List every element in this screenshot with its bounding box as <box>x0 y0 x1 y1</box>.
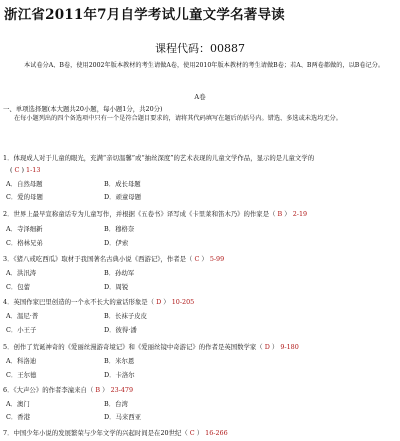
question-4-option-b: B．长袜子皮皮 <box>104 312 148 320</box>
question-1-option-a: A．自然母题 <box>6 180 43 188</box>
question-4-option-a: A．温尼·普 <box>6 312 39 320</box>
question-7-stem: 7．中国少年小说的发展繁荣与少年文学的兴起时间是在20世纪（ C ） 16-266 <box>3 429 228 437</box>
question-6-answer: B <box>95 386 101 394</box>
question-6-option-b: B．台湾 <box>104 400 128 408</box>
question-2-option-a: A．寺泽细新 <box>6 225 43 233</box>
question-6-option-c: C．香港 <box>6 413 31 421</box>
question-6-stem: 6．《大声公》的作者李潼来自（ B ） 23-479 <box>3 386 134 394</box>
question-1-answer-line: ( C ) 1-13 <box>10 166 41 174</box>
question-4-option-d: D．彼得·潘 <box>104 326 137 334</box>
question-5-option-a: A．科洛迪 <box>6 357 37 365</box>
question-3-stem: 3．《猪八戒吃西瓜》取材于我国著名古典小说《西游记》，作者是（ C ） 5-99 <box>3 255 225 263</box>
question-2-stem: 2．世界上最早宣称童话专为儿童写作，并根据《五卷书》译写成《卡里莱和笛木乃》的作家是（ B ） 2-19 <box>3 210 308 218</box>
question-1-ref: 1-13 <box>26 166 41 174</box>
question-6-ref: 23-479 <box>110 386 134 394</box>
question-7-ref: 16-266 <box>205 429 228 437</box>
question-4-ref: 10-205 <box>171 298 195 306</box>
question-2-answer: B <box>277 210 283 218</box>
question-5-ref: 9-180 <box>280 343 299 351</box>
question-3-option-b: B．孙幼军 <box>104 269 135 277</box>
course-code: 课程代码：00887 <box>155 42 245 55</box>
question-2-option-b: B．穆格奈 <box>104 225 135 233</box>
question-6-option-a: A．澳门 <box>6 400 30 408</box>
question-1-option-c: C．爱的母题 <box>6 193 43 201</box>
part-title: 一、单项选择题(本大题共20小题，每小题1分，共20分) <box>3 105 163 113</box>
question-3-answer: C <box>194 255 200 263</box>
question-4-stem: 4．英国作家巴里创造的一个永不长大的童话形象是（ D ） 10-205 <box>3 298 195 306</box>
question-1-stem: 1．体现成人对于儿童的眼光，充满“亲切温馨”或“抽丝深度”的艺术表现的儿童文学作品，显示的是儿童文学的 <box>3 154 315 162</box>
question-1-answer: C <box>14 166 20 174</box>
question-6-option-d: D．马来西亚 <box>104 413 142 421</box>
part-instructions: 在每小题列出的四个备选项中只有一个是符合题目要求的，请将其代码填写在题后的括号内。错选、多选或未选均无分。 <box>14 115 342 122</box>
question-5-stem: 5．创作了荒诞神奇的《爱丽丝漫游奇境记》和《爱丽丝镜中奇游记》的作者是英国数学家（ D ） 9-180 <box>3 343 299 351</box>
question-5-answer: D <box>264 343 270 351</box>
question-3-ref: 5-99 <box>209 255 225 263</box>
question-2-ref: 2-19 <box>292 210 308 218</box>
question-4-option-c: C．小王子 <box>6 326 37 334</box>
question-3-option-c: C．包蕾 <box>6 283 31 291</box>
document-title: 浙江省2011年7月自学考试儿童文学名著导读 <box>4 7 285 23</box>
question-1-option-b: B．成长母题 <box>104 180 141 188</box>
question-5-option-b: B．米尔恩 <box>104 357 135 365</box>
question-5-option-d: D．卡洛尔 <box>104 371 135 379</box>
question-3-option-d: D．周锐 <box>104 283 129 291</box>
exam-note: 本试卷分A、B卷，使用2002年版本教材的考生请做A卷，使用2010年版本教材的考生请做B卷；若A、B两卷都做的，以B卷记分。 <box>24 62 385 69</box>
question-2-option-c: C．格林兄弟 <box>6 239 43 247</box>
question-3-option-a: A．洪汛涛 <box>6 269 37 277</box>
question-4-answer: D <box>156 298 162 306</box>
question-1-option-d: D．顽童母题 <box>104 193 142 201</box>
section-label: A卷 <box>194 93 206 101</box>
question-5-option-c: C．王尔德 <box>6 371 37 379</box>
question-7-answer: C <box>189 429 195 437</box>
question-2-option-d: D．伊索 <box>104 239 129 247</box>
